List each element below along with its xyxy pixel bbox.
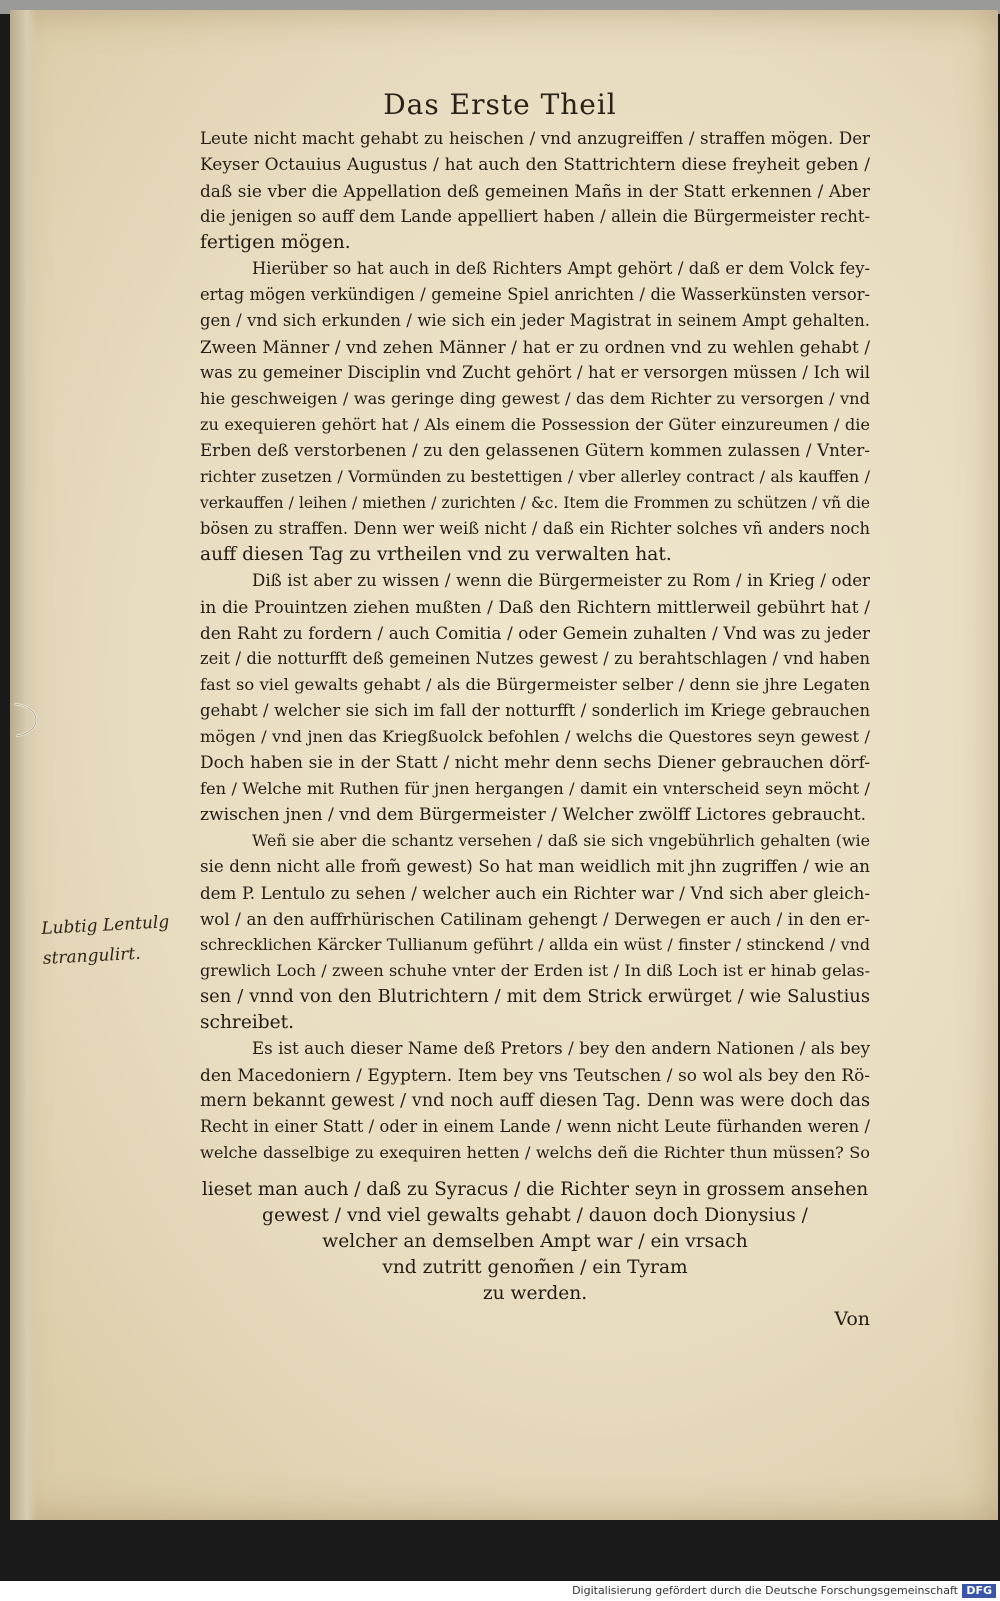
margin-note-line: strangulirt. (42, 943, 142, 969)
text-line: mögen / vnd jnen das Kriegßuolck befohlen / welchs die Questores seyn gewest / (200, 727, 870, 746)
text-line: verkauffen / leihen / miethen / zurichten / &c. Item die Frommen zu schützen / vñ die (200, 494, 870, 512)
text-line: welche dasselbige zu exequiren hetten / welchs deñ die Richter thun müssen? So (200, 1143, 870, 1162)
text-line: was zu gemeiner Disciplin vnd Zucht gehört / hat er versorgen müssen / Ich wil (200, 363, 870, 382)
text-line: gewest / vnd viel gewalts gehabt / dauon doch Dionysius / (262, 1205, 808, 1226)
text-line: mern bekannt gewest / vnd noch auff diesen Tag. Denn was were doch das (200, 1091, 870, 1111)
text-line: zwischen jnen / vnd dem Bürgermeister / Welcher zwölff Lictores gebraucht. (200, 805, 867, 825)
text-line: schreibet. (200, 1012, 295, 1033)
text-line: lieset man auch / daß zu Syracus / die Richter seyn in grossem ansehen (201, 1179, 869, 1200)
text-line: ertag mögen verkündigen / gemeine Spiel anrichten / die Wasserkünsten versor- (200, 285, 870, 304)
text-line: welcher an demselben Ampt war / ein vrsach (322, 1231, 748, 1252)
text-line: Doch haben sie in der Statt / nicht mehr denn sechs Diener gebrauchen dörf- (200, 753, 870, 773)
text-line: sen / vnnd von den Blutrichtern / mit dem Strick erwürget / wie Salustius (200, 986, 870, 1007)
text-line: Erben deß verstorbenen / zu den gelassenen Gütern kommen zulassen / Vnter- (200, 441, 870, 460)
handwritten-margin-note (41, 906, 194, 974)
text-line: Es ist auch dieser Name deß Pretors / bey den andern Nationen / als bey (252, 1039, 870, 1058)
text-line: vnd zutritt genom̃en / ein Tyram (382, 1257, 688, 1278)
text-line: Zween Männer / vnd zehen Männer / hat er zu ordnen vnd zu wehlen gehabt / (200, 337, 870, 357)
text-line: hie geschweigen / was geringe ding gewest / das dem Richter zu versorgen / vnd (200, 389, 870, 408)
text-line: richter zusetzen / Vormünden zu bestettigen / vber allerley contract / als kauffen / (200, 467, 870, 486)
text-line: Diß ist aber zu wissen / wenn die Bürgermeister zu Rom / in Krieg / oder (252, 571, 870, 590)
text-line: fertigen mögen. (200, 232, 351, 253)
text-line: bösen zu straffen. Denn wer weiß nicht / daß ein Richter solches vñ anders noch (200, 519, 870, 538)
text-line: Recht in einer Statt / oder in einem Lande / wenn nicht Leute fürhanden weren / (200, 1117, 870, 1136)
tapered-text-block (200, 1177, 870, 1307)
catchword: Von (834, 1308, 870, 1330)
footer-credit: Digitalisierung gefördert durch die Deutsche Forschungsgemeinschaft (572, 1584, 958, 1597)
text-line: den Raht zu fordern / auch Comitia / oder Gemein zuhalten / Vnd was zu jeder (200, 623, 870, 643)
margin-note-line: Lubtig Lentulg (40, 912, 170, 939)
digitization-footer (0, 1581, 1000, 1601)
text-line: in die Prouintzen ziehen mußten / Daß den Richtern mittlerweil gebührt hat / (200, 597, 870, 617)
text-line: zu exequieren gehört hat / Als einem die Possession der Güter einzureumen / die (200, 415, 870, 434)
text-line: Hierüber so hat auch in deß Richters Ampt gehört / daß er dem Volck fey- (252, 259, 870, 278)
text-line: schrecklichen Kärcker Tullianum geführt / allda ein wüst / finster / stinckend / vnd (200, 935, 870, 954)
text-line: gehabt / welcher sie sich im fall der notturfft / sonderlich im Kriege gebrauchen (200, 701, 870, 720)
text-line: fen / Welche mit Ruthen für jnen hergangen / damit ein vnterscheid seyn möcht / (200, 779, 870, 798)
text-line: sie denn nicht alle from̃ gewest) So hat man weidlich mit jhn zugriffen / wie an (200, 857, 870, 876)
text-line: auff diesen Tag zu vrtheilen vnd zu verwalten hat. (200, 544, 672, 565)
text-line: zeit / die notturfft deß gemeinen Nutzes gewest / zu berahtschlagen / vnd haben (200, 649, 870, 668)
text-line: fast so viel gewalts gehabt / als die Bürgermeister selber / denn sie jhre Legaten (200, 675, 870, 694)
page-gutter-shadow (10, 10, 38, 1520)
text-line: zu werden. (482, 1283, 588, 1304)
dfg-logo-icon: DFG (962, 1584, 996, 1598)
text-line: den Macedoniern / Egyptern. Item bey vns Teutschen / so wol als bey den Rö- (200, 1065, 870, 1085)
text-line: gen / vnd sich erkunden / wie sich ein jeder Magistrat in seinem Ampt gehalten. (200, 311, 870, 330)
text-line: grewlich Loch / zween schuhe vnter der Erden ist / In diß Loch ist er hinab gelas- (200, 961, 870, 980)
text-line: wol / an den auffrhürischen Catilinam gehengt / Derwegen er auch / in den er- (200, 909, 870, 929)
main-text-block (200, 126, 870, 1166)
text-line: daß sie vber die Appellation deß gemeinen Mañs in der Statt erkennen / Aber (200, 181, 870, 201)
binding-thread-icon (8, 700, 48, 740)
text-line: Leute nicht macht gehabt zu heischen / vnd anzugreiffen / straffen mögen. Der (200, 129, 870, 148)
text-line: Keyser Octauius Augustus / hat auch den Stattrichtern diese freyheit geben / (200, 155, 870, 175)
page-title: Das Erste Theil (383, 88, 617, 121)
text-line: Weñ sie aber die schantz versehen / daß sie sich vngebührlich gehalten (wie (252, 831, 870, 850)
text-line: dem P. Lentulo zu sehen / welcher auch ein Richter war / Vnd sich aber gleich- (200, 883, 870, 903)
text-line: die jenigen so auff dem Lande appelliert haben / allein die Bürgermeister recht- (200, 207, 870, 226)
